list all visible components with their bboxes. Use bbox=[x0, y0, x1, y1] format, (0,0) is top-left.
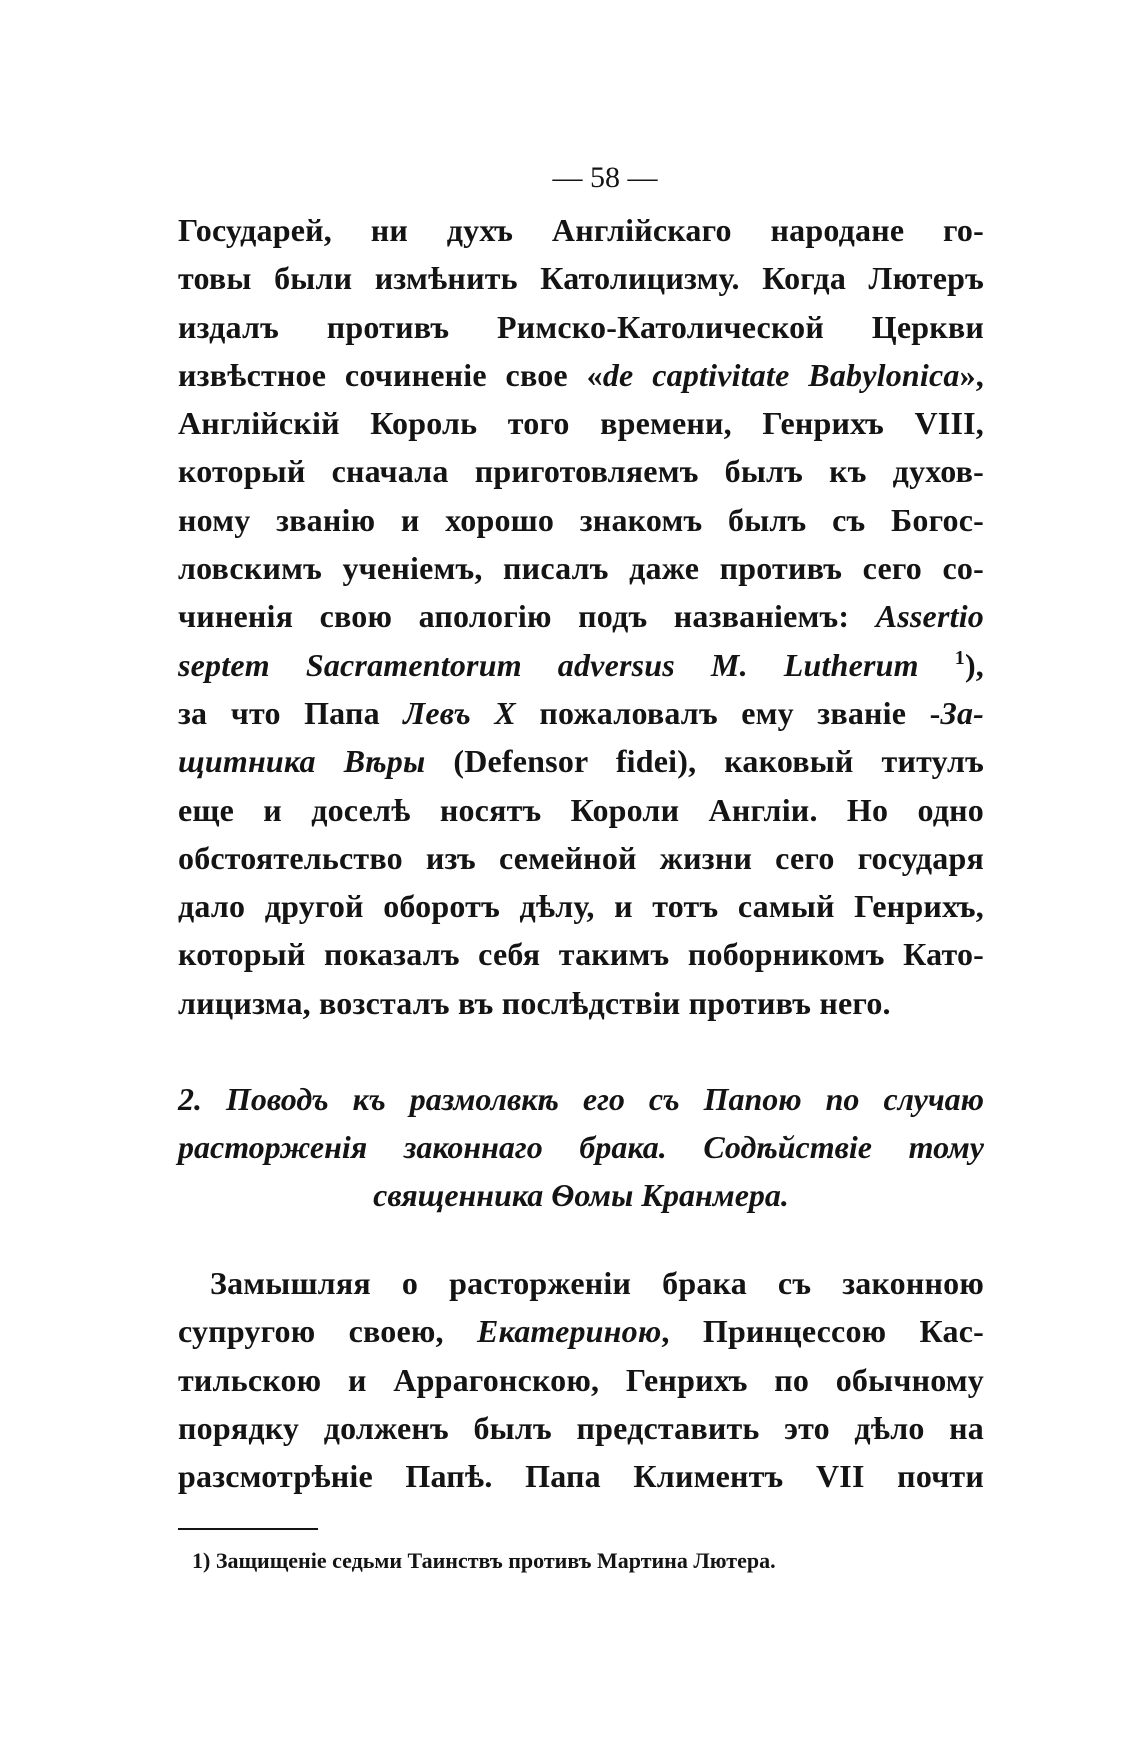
heading-line: 2. Поводъ къ размолвкѣ его съ Папою по случаю bbox=[178, 1081, 984, 1118]
text-line: Замышляя о расторженіи брака съ законною bbox=[210, 1265, 984, 1302]
text-line: тильскою и Аррагонскою, Генрихъ по обычному bbox=[178, 1361, 984, 1398]
text-segment: чиненія свою апологію подъ названіемъ: bbox=[178, 598, 876, 635]
text-segment: супругою своею, bbox=[178, 1313, 478, 1350]
italic-name: За- bbox=[940, 694, 985, 731]
text-line: разсмотрѣніе Папѣ. Папа Климентъ VII почти bbox=[178, 1458, 984, 1495]
italic-name: щитника Вѣры bbox=[178, 743, 426, 780]
text-line: обстоятельство изъ семейной жизни сего государя bbox=[178, 839, 984, 876]
italic-title: de captivitate Babylonica bbox=[602, 356, 960, 393]
text-line: ловскимъ ученіемъ, писалъ даже противъ сего со- bbox=[178, 550, 984, 587]
text-line bbox=[178, 1307, 984, 1355]
heading-line: расторженія законнаго брака. Содѣйствіе тому bbox=[178, 1129, 984, 1166]
text-segment: извѣстное сочиненіе свое « bbox=[178, 356, 603, 393]
text-line bbox=[178, 351, 984, 399]
text-segment: », bbox=[959, 356, 985, 393]
text-segment: , Принцессою Кас- bbox=[661, 1313, 985, 1350]
footnote: 1) Защищеніе седьми Таинствъ противъ Мартина Лютера. bbox=[192, 1548, 776, 1573]
text-line: который сначала приготовляемъ былъ къ духов- bbox=[178, 453, 984, 490]
footnote-divider bbox=[178, 1528, 318, 1530]
page-number: — 58 — bbox=[552, 161, 658, 194]
text-line: дало другой оборотъ дѣлу, и тотъ самый Генрихъ, bbox=[178, 888, 984, 925]
text-line bbox=[178, 641, 984, 689]
section-heading bbox=[178, 1075, 984, 1219]
text-segment: пожаловалъ ему званіе - bbox=[515, 694, 941, 731]
text-line: порядку долженъ былъ представить это дѣло на bbox=[178, 1409, 984, 1446]
text-segment: (Defensor fidei), каковый титулъ bbox=[425, 743, 984, 780]
text-line: еще и доселѣ носятъ Короли Англіи. Но одно bbox=[178, 791, 984, 828]
page-body bbox=[178, 150, 984, 1501]
text-segment: за что Папа bbox=[178, 694, 404, 731]
italic-title: septem Sacramentorum adversus M. Lutherum bbox=[178, 646, 919, 683]
heading-line: священника Ѳомы Кранмера. bbox=[373, 1177, 789, 1214]
text-segment: ), bbox=[964, 646, 985, 683]
italic-name: Екатериною bbox=[477, 1313, 662, 1350]
text-line: издалъ противъ Римско-Католической Церкви bbox=[178, 308, 984, 345]
text-line bbox=[178, 737, 984, 785]
paragraph bbox=[178, 1259, 984, 1500]
text-line: который показалъ себя такимъ поборникомъ Като- bbox=[178, 936, 984, 973]
text-line bbox=[178, 689, 984, 737]
text-line: Государей, ни духъ Англійскаго народане го- bbox=[178, 212, 984, 248]
text-line: ному званію и хорошо знакомъ былъ съ Богос- bbox=[178, 501, 984, 538]
text-line: лицизма, возсталъ въ послѣдствіи противъ него. bbox=[178, 984, 891, 1021]
paragraph bbox=[178, 206, 984, 1027]
italic-name: Левъ X bbox=[403, 694, 516, 731]
text-line bbox=[178, 592, 984, 640]
footnote-marker: 1 bbox=[954, 646, 965, 669]
text-line: товы были измѣнить Католицизму. Когда Лютеръ bbox=[178, 260, 984, 297]
text-line: Англійскій Король того времени, Генрихъ VIII, bbox=[178, 405, 984, 442]
italic-title: Assertio bbox=[875, 598, 984, 635]
